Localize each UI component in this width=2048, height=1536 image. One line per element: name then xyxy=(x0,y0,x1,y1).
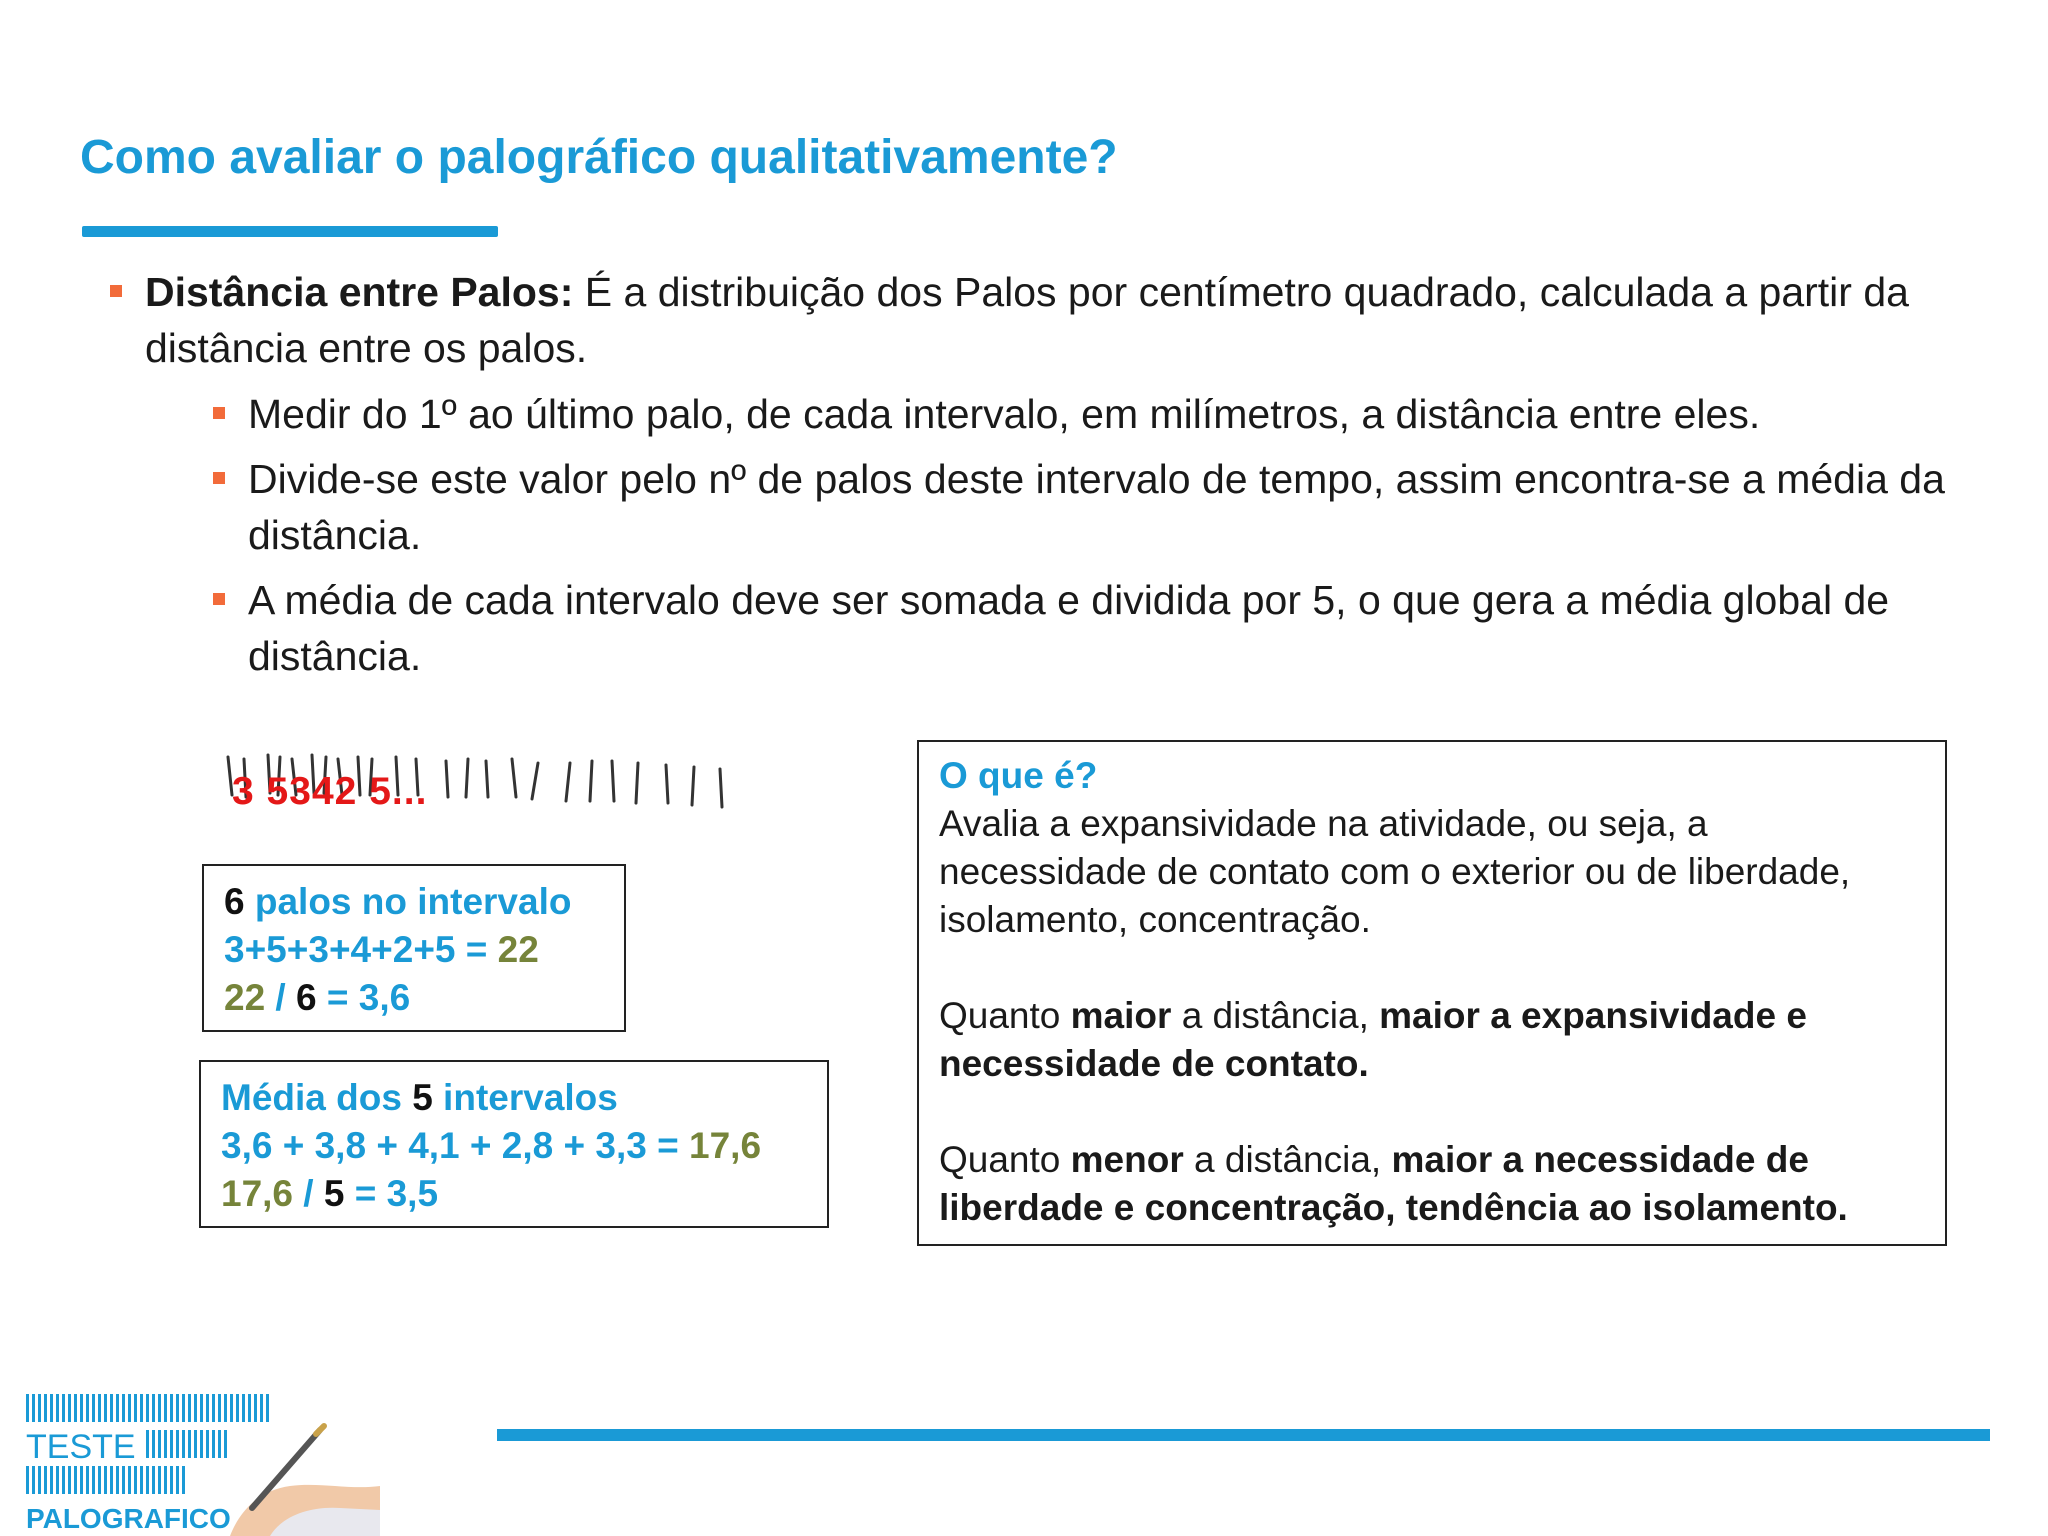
sub-bullet-2: Divide-se este valor pelo nº de palos deste intervalo de tempo, assim encontra-se a média da distância. xyxy=(248,456,1945,558)
svg-text:TESTE: TESTE xyxy=(26,1428,136,1466)
interval-div-line: 22 / 6 = 3,6 xyxy=(224,977,411,1018)
svg-text:PALOGRAFICO: PALOGRAFICO xyxy=(26,1503,231,1534)
count-6: 5... xyxy=(369,770,428,813)
main-bullet xyxy=(145,264,1965,376)
count-2: 5 xyxy=(266,770,290,813)
interval-sum-line: 3+5+3+4+2+5 = 22 xyxy=(224,929,539,970)
info-box xyxy=(917,740,1947,1246)
media-calc-box xyxy=(199,1060,829,1228)
media-sum-line: 3,6 + 3,8 + 4,1 + 2,8 + 3,3 = 17,6 xyxy=(221,1125,762,1166)
sub-bullet-marker xyxy=(213,407,225,419)
teste-palografico-logo xyxy=(20,1390,380,1536)
interval-count-line: 6 palos no intervalo xyxy=(224,881,572,922)
media-div-line: 17,6 / 5 = 3,5 xyxy=(221,1173,439,1214)
interval-calc-box xyxy=(202,864,626,1032)
title-underline xyxy=(82,226,498,237)
info-paragraph-maior: Quanto maior a distância, maior a expansividade e necessidade de contato. xyxy=(939,995,1807,1084)
count-3: 3 xyxy=(289,770,312,813)
info-description: Avalia a expansividade na atividade, ou seja, a necessidade de contato com o exterior ou de liberdade, isolamento, concentração. xyxy=(939,803,1851,940)
sub-bullet-marker xyxy=(213,593,225,605)
media-label-line: Média dos 5 intervalos xyxy=(221,1077,618,1118)
count-5: 2 xyxy=(334,770,358,813)
sub-bullet-3: A média de cada intervalo deve ser somada e dividida por 5, o que gera a média global de distância. xyxy=(248,577,1890,679)
info-paragraph-menor: Quanto menor a distância, maior a necessidade de liberdade e concentração, tendência ao isolamento. xyxy=(939,1139,1848,1228)
count-1: 3 xyxy=(232,770,255,813)
footer-rule xyxy=(497,1429,1990,1441)
bullet-marker xyxy=(110,285,122,297)
main-bullet-label: Distância entre Palos: xyxy=(145,269,574,315)
slide-title: Como avaliar o palográfico qualitativamente? xyxy=(80,131,1118,184)
sub-bullet-marker xyxy=(213,472,225,484)
sub-bullet-1: Medir do 1º ao último palo, de cada intervalo, em milímetros, a distância entre eles. xyxy=(248,391,1761,437)
info-heading: O que é? xyxy=(939,755,1098,796)
palos-counts xyxy=(232,770,427,814)
main-bullet-text: É a distribuição dos Palos por centímetro quadrado, calculada a partir da distância entre os palos. xyxy=(145,269,1909,371)
count-4: 4 xyxy=(311,770,335,813)
